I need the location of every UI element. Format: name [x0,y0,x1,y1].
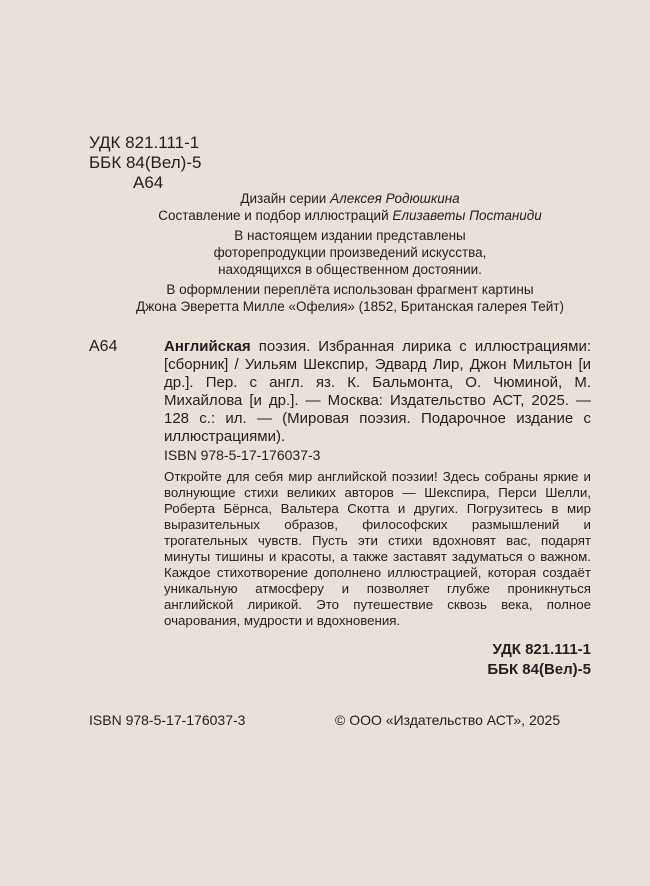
credits-block [70,190,630,315]
classification-codes-top [89,133,201,193]
cover-art-note-line: В оформлении переплёта использован фрагмент картины [166,282,534,297]
illustrations-credit: Составление и подбор иллюстраций Елизаветы Постаниди [158,208,542,223]
compiler-name: Елизаветы Постаниди [392,208,542,223]
author-mark: А64 [133,173,164,192]
public-domain-note-line: В настоящем издании представлены [234,228,466,243]
series-design-credit: Дизайн серии Алексея Родюшкина [240,191,460,206]
classification-codes-bottom [440,640,591,680]
bibliographic-description: Английская поэзия. Избранная лирика с иллюстрациями: [сборник] / Уильям Шекспир, Эдвард Лир, Джон Мильтон [и др.]. Пер. с англ. яз. К. Бальмонта, О. Чюминой, М. Михайлова [и др.]. — Москва: Издательство АСТ, 2025. — 128 с.: ил. — (Мировая поэзия. Подарочное издание с иллюстрациями). [164,338,591,445]
series-designer-name: Алексея Родюшкина [330,191,460,206]
annotation: Откройте для себя мир английской поэзии! Здесь собраны яркие и волнующие стихи великих авторов — Шекспира, Перси Шелли, Роберта Бёрнса, Вальтера Скотта и других. Погрузитесь в мир выразительных образов, философских размышлений и трогательных чувств. Пусть эти стихи вдохновят вас, подарят минуты тишины и красоты, а также заставят задуматься о важном. Каждое стихотворение дополнено иллюстрацией, которая создаёт уникальную атмосферу и позволяет глубже проникнуться английской лирикой. Это путешествие сквозь века, полное очарования, мудрости и вдохновения. [164,469,591,628]
udk-code: УДК 821.111-1 [89,133,200,152]
public-domain-note-line: фоторепродукции произведений искусства, [213,245,487,260]
book-title-keyword: Английская [164,338,251,355]
bibliographic-record [89,338,591,446]
footer-isbn: ISBN 978-5-17-176037-3 [89,712,246,728]
public-domain-note-line: находящихся в общественном достоянии. [218,262,482,277]
bbk-code: ББК 84(Вел)-5 [487,661,591,678]
bbk-code: ББК 84(Вел)-5 [89,153,202,172]
udk-code: УДК 821.111-1 [492,641,591,658]
copyright: © ООО «Издательство АСТ», 2025 [335,712,561,728]
cover-art-note-line: Джона Эверетта Милле «Офелия» (1852, Британская галерея Тейт) [136,299,564,314]
isbn: ISBN 978-5-17-176037-3 [164,447,321,463]
author-mark: А64 [89,338,118,355]
